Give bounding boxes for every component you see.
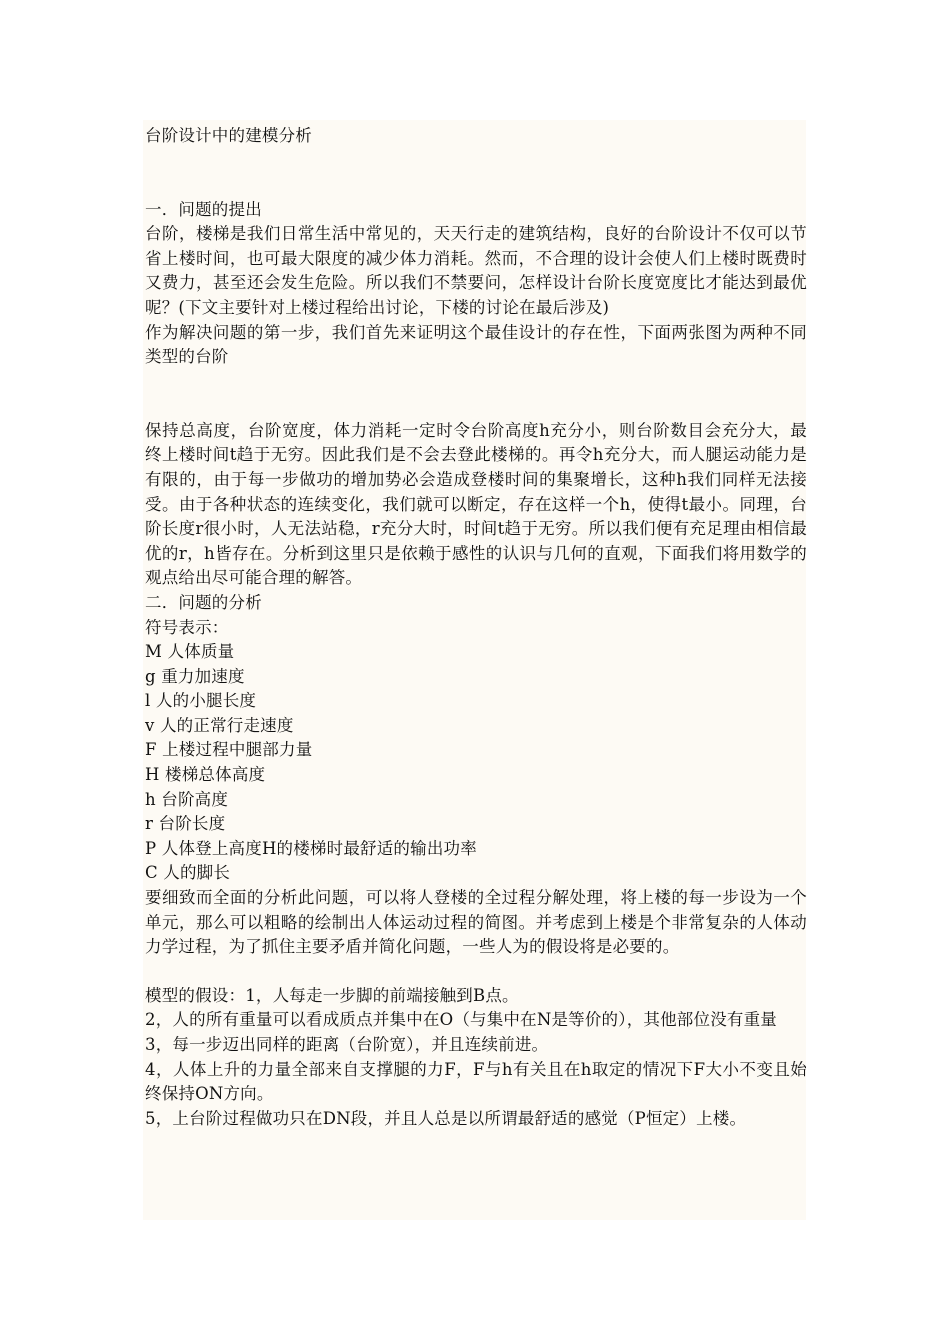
paragraph: 作为解决问题的第一步，我们首先来证明这个最佳设计的存在性，下面两张图为两种不同类型的台阶	[145, 322, 807, 367]
symbols-heading: 符号表示：	[145, 617, 229, 637]
assumption-item: 4，人体上升的力量全部来自支撑腿的力F，F与h有关且在h取定的情况下F大小不变且始终保持ON方向。	[145, 1059, 807, 1104]
assumption-item: 3，每一步迈出同样的距离（台阶宽），并且连续前进。	[145, 1035, 549, 1054]
assumption-item: 模型的假设：1，人每走一步脚的前端接触到B点。	[145, 985, 519, 1005]
assumption-item: 5，上台阶过程做功只在DN段，并且人总是以所谓最舒适的感觉（P恒定）上楼。	[145, 1108, 747, 1128]
symbol-item: l 人的小腿长度	[145, 691, 257, 711]
assumption-item: 2，人的所有重量可以看成质点并集中在O（与集中在N是等价的），其他部位没有重量	[145, 1010, 778, 1030]
symbol-item: h 台阶高度	[145, 789, 229, 809]
document-body	[145, 124, 807, 1131]
symbol-item: v 人的正常行走速度	[145, 715, 294, 735]
symbol-item: g 重力加速度	[145, 666, 245, 686]
section-heading-1: 一．问题的提出	[145, 199, 262, 219]
paragraph: 要细致而全面的分析此问题，可以将人登楼的全过程分解处理，将上楼的每一步设为一个单元，那么可以粗略的绘制出人体运动过程的简图。并考虑到上楼是个非常复杂的人体动力学过程，为了抓住主要矛盾并简化问题，一些人为的假设将是必要的。	[145, 888, 807, 957]
symbol-item: M 人体质量	[145, 642, 235, 662]
document-title: 台阶设计中的建模分析	[145, 126, 312, 145]
symbol-item: r 台阶长度	[145, 814, 226, 834]
symbol-item: P 人体登上高度H的楼梯时最舒适的输出功率	[145, 838, 477, 858]
symbol-list	[145, 640, 807, 886]
symbol-item: C 人的脚长	[145, 863, 231, 883]
paragraph: 保持总高度，台阶宽度，体力消耗一定时令台阶高度h充分小，则台阶数目会充分大，最终上楼时间t趋于无穷。因此我们是不会去登此楼梯的。再令h充分大，而人腿运动能力是有限的，由于每一步做功的增加势必会造成登楼时间的集聚增长，这种h我们同样无法接受。由于各种状态的连续变化，我们就可以断定，存在这样一个h，使得t最小。同理，台阶长度r很小时，人无法站稳，r充分大时，时间t趋于无穷。所以我们便有充足理由相信最优的r，h皆存在。分析到这里只是依赖于感性的认识与几何的直观，下面我们将用数学的观点给出尽可能合理的解答。	[145, 420, 807, 588]
paragraph: 台阶，楼梯是我们日常生活中常见的，天天行走的建筑结构，良好的台阶设计不仅可以节省上楼时间，也可最大限度的减少体力消耗。然而，不合理的设计会使人们上楼时既费时又费力，甚至还会发生危险。所以我们不禁要问，怎样设计台阶长度宽度比才能达到最优呢？(下文主要针对上楼过程给出讨论，下楼的讨论在最后涉及)	[145, 224, 807, 317]
section-heading-2: 二．问题的分析	[145, 592, 262, 612]
symbol-item: H 楼梯总体高度	[145, 765, 266, 785]
symbol-item: F 上楼过程中腿部力量	[145, 740, 313, 760]
